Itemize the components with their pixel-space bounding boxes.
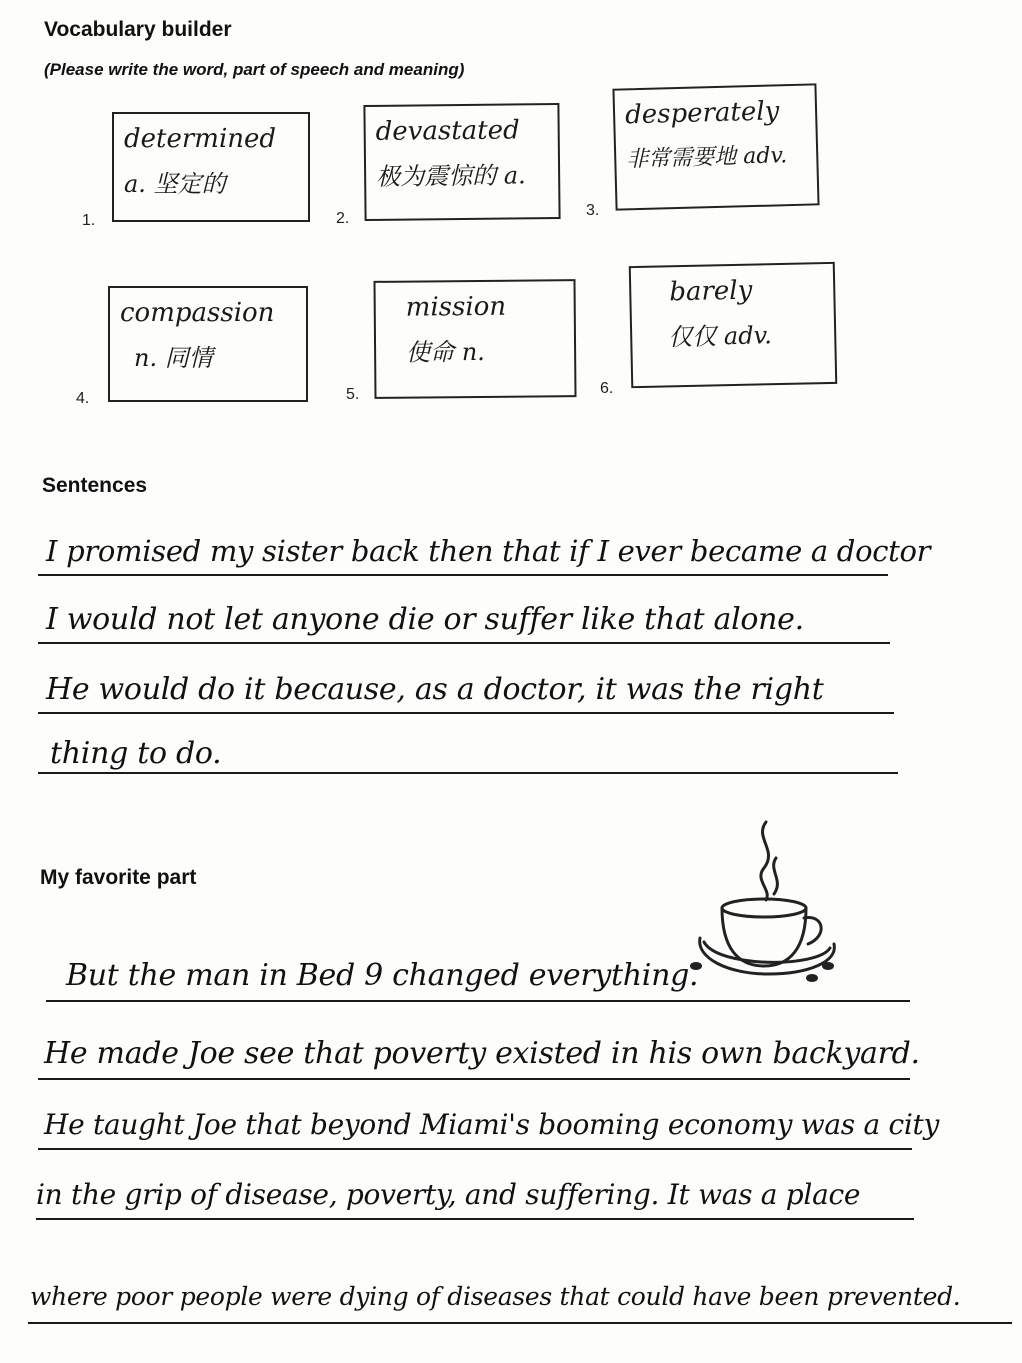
- favorite-line-4: in the grip of disease, poverty, and suffering. It was a place: [36, 1178, 861, 1211]
- sentence-line-1: I promised my sister back then that if I ever became a doctor: [46, 534, 931, 568]
- favorite-line-5: where poor people were dying of diseases that could have been prevented.: [30, 1282, 961, 1311]
- writing-line: [38, 1078, 910, 1080]
- writing-line: [46, 1000, 910, 1002]
- favorite-heading: My favorite part: [40, 866, 197, 889]
- vocab-card-barely: [629, 262, 838, 388]
- sentence-line-4: thing to do.: [50, 736, 222, 771]
- writing-line: [28, 1322, 1012, 1324]
- vocab-word: barely: [668, 275, 753, 308]
- vocab-meaning: 非常需要地 adv.: [625, 143, 788, 173]
- vocab-number: 1.: [82, 212, 96, 229]
- vocab-heading: Vocabulary builder: [44, 18, 232, 41]
- vocab-meaning: 使命 n.: [405, 337, 485, 367]
- vocab-meaning: a. 坚定的: [124, 170, 226, 198]
- vocab-meaning: 极为震惊的 a.: [376, 161, 526, 191]
- writing-line: [38, 574, 888, 576]
- vocab-card-mission: [373, 279, 576, 399]
- writing-line: [38, 772, 898, 774]
- vocab-number: 3.: [586, 202, 600, 219]
- writing-line: [38, 712, 894, 714]
- vocab-card-determined: [112, 112, 310, 222]
- vocab-word: determined: [124, 124, 277, 154]
- sentence-line-2: I would not let anyone die or suffer like that alone.: [46, 602, 804, 637]
- vocab-card-compassion: [108, 286, 308, 402]
- coffee-cup-icon: [688, 818, 848, 988]
- vocab-word: mission: [405, 291, 507, 323]
- vocab-card-devastated: [363, 103, 560, 221]
- sentence-line-3: He would do it because, as a doctor, it was the right: [46, 672, 824, 707]
- vocab-word: compassion: [120, 298, 275, 328]
- favorite-line-3: He taught Joe that beyond Miami's booming economy was a city: [44, 1108, 939, 1141]
- vocab-word: devastated: [375, 115, 520, 147]
- writing-line: [38, 1148, 912, 1150]
- vocab-number: 5.: [346, 386, 360, 403]
- vocab-meaning: n. 同情: [134, 344, 213, 372]
- vocab-card-desperately: [612, 83, 819, 210]
- writing-line: [36, 1218, 914, 1220]
- vocab-number: 4.: [76, 390, 90, 407]
- vocab-number: 6.: [600, 380, 614, 397]
- vocab-number: 2.: [336, 210, 350, 227]
- favorite-line-1: But the man in Bed 9 changed everything.: [66, 958, 699, 993]
- vocab-word: desperately: [624, 96, 780, 131]
- sentences-heading: Sentences: [42, 474, 148, 497]
- vocab-instruction: (Please write the word, part of speech and meaning): [44, 60, 465, 79]
- favorite-line-2: He made Joe see that poverty existed in his own backyard.: [44, 1036, 920, 1071]
- writing-line: [38, 642, 890, 644]
- vocab-meaning: 仅仅 adv.: [667, 321, 773, 352]
